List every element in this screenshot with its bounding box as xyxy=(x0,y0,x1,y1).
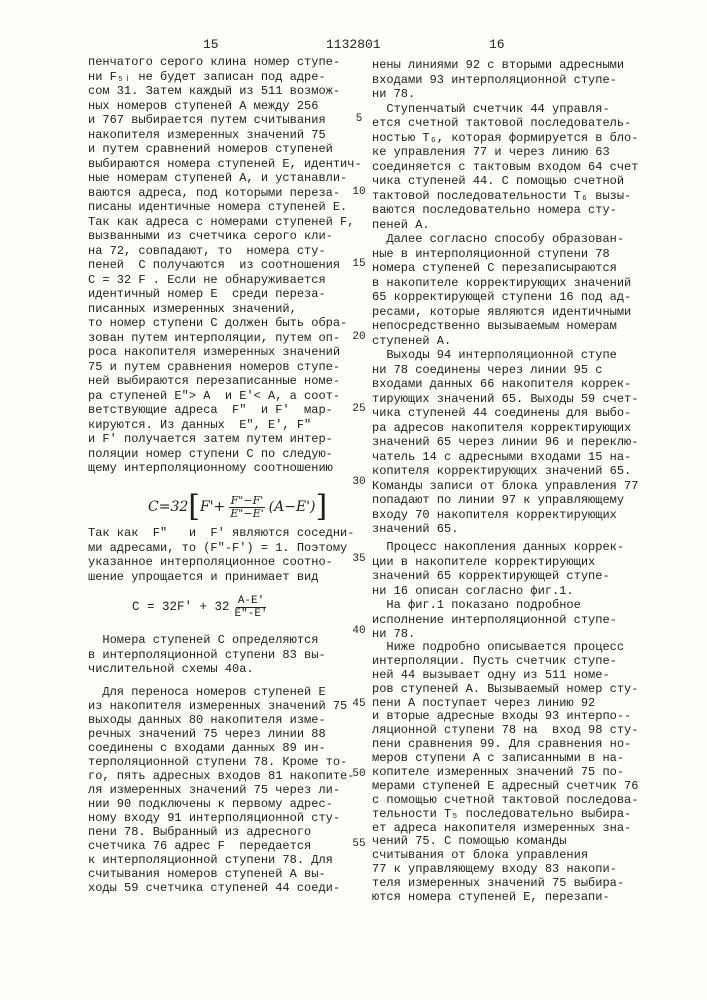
text-line: пени 78. Выбранный из адресного xyxy=(88,825,354,839)
text-line: терполяционной ступени 78. Кроме то- xyxy=(88,755,354,769)
text-line: ке управления 77 и через линию 63 xyxy=(372,145,638,160)
text-line: Далее согласно способу образован- xyxy=(372,232,638,247)
text-line: поляции номер ступени С по следую- xyxy=(88,447,362,462)
text-line: копителе измеренных значений 75 по- xyxy=(372,766,638,780)
text-line: теля измеренных значений 75 выбира- xyxy=(372,877,638,891)
text-line: ет адреса накопителя измеренных зна- xyxy=(372,822,638,836)
formula-fraction xyxy=(233,595,270,620)
text-line: и путем сравнений номеров ступеней xyxy=(88,142,362,157)
text-line: попадают по линии 97 к управляющему xyxy=(372,493,638,508)
text-line: ваются адреса, под которыми переза- xyxy=(88,186,362,201)
text-line: числительной схемы 40а. xyxy=(88,662,326,677)
bracket-open: [ xyxy=(188,492,200,522)
text-line: ные номерам ступеней А, и устанавли- xyxy=(88,171,362,186)
text-line: пени А поступает через линию 92 xyxy=(372,697,638,711)
text-line: нены линиями 92 с вторыми адресными xyxy=(372,58,638,73)
text-line: выбираются номера ступеней Е, идентич- xyxy=(88,157,362,172)
page-number-right: 16 xyxy=(489,37,505,52)
text-line: сом 31. Затем каждый из 511 возмож- xyxy=(88,84,362,99)
text-line: соединены с входами данных 89 ин- xyxy=(88,741,354,755)
formula-fraction xyxy=(228,495,265,520)
text-line: и 767 выбирается путем считывания xyxy=(88,113,362,128)
text-line: Так как адреса с номерами ступеней F, xyxy=(88,215,362,230)
left-text-block-c xyxy=(88,633,326,677)
text-line: зован путем интерполяции, путем оп- xyxy=(88,331,362,346)
left-text-block-a xyxy=(88,55,362,476)
text-line: Для переноса номеров ступеней Е xyxy=(88,685,354,699)
line-number-marker: 10 xyxy=(349,186,369,198)
text-line: ветствующие адреса F" и F' мар- xyxy=(88,403,362,418)
line-number-marker: 55 xyxy=(349,838,369,850)
fraction-denominator: E"−E' xyxy=(228,508,265,520)
text-line: пеней А. xyxy=(372,218,638,233)
text-line: ля измеренных значений 75 через ли- xyxy=(88,783,354,797)
text-line: пеней С получаются из соотношения xyxy=(88,258,362,273)
formula-term: F'+ xyxy=(200,499,225,515)
text-line: пени сравнения 99. Для сравнения но- xyxy=(372,738,638,752)
text-line: в накопителе корректирующих значений xyxy=(372,276,638,291)
text-line: Так как F" и F' являются соседни- xyxy=(88,526,354,541)
text-line: считывания номеров ступеней А вы- xyxy=(88,867,354,881)
text-line: ни 78 соединены через линии 95 с xyxy=(372,363,638,378)
text-line: копителя корректирующих значений 65. xyxy=(372,464,638,479)
text-line: значений 65. xyxy=(372,522,638,537)
text-line: ни F₅ᵢ не будет записан под адре- xyxy=(88,70,362,85)
text-line: ции в накопителе корректирующих xyxy=(372,555,624,570)
text-line: ров ступеней А. Вызываемый номер сту- xyxy=(372,683,638,697)
text-line: Ступенчатый счетчик 44 управля- xyxy=(372,102,638,117)
text-line: ному входу 91 интерполяционной сту- xyxy=(88,811,354,825)
line-number-marker: 50 xyxy=(349,768,369,780)
text-line: исполнение интерполяционной ступе- xyxy=(372,613,624,628)
text-line: к интерполяционной ступени 78. Для xyxy=(88,853,354,867)
text-line: считывания от блока управления xyxy=(372,849,638,863)
text-line: С = 32 F . Если не обнаруживается xyxy=(88,273,362,288)
text-line: тирующих значений 65. Выходы 59 счет- xyxy=(372,392,638,407)
text-line: ные в интерполяционной ступени 78 xyxy=(372,247,638,262)
line-number-marker: 5 xyxy=(349,113,369,125)
text-line: и вторые адресные входы 93 интерпо-- xyxy=(372,710,638,724)
text-line: роса накопителя измеренных значений xyxy=(88,345,362,360)
formula-tail: (A−E') xyxy=(269,499,316,515)
text-line: Ниже подробно описывается процесс xyxy=(372,641,638,655)
right-text-block-b xyxy=(372,540,624,642)
line-number-marker: 25 xyxy=(349,403,369,415)
text-line: ваются последовательно номера сту- xyxy=(372,203,638,218)
line-number-marker: 35 xyxy=(349,553,369,565)
text-line: Процесс накопления данных коррек- xyxy=(372,540,624,555)
text-line: в интерполяционной ступени 83 вы- xyxy=(88,648,326,663)
text-line: Номера ступеней С определяются xyxy=(88,633,326,648)
text-line: ется счетной тактовой последователь- xyxy=(372,116,638,131)
text-line: меров ступени А с записанными в на- xyxy=(372,752,638,766)
text-line: значений 65 корректирующей ступе- xyxy=(372,569,624,584)
text-line: счетчика 76 адрес F передается xyxy=(88,839,354,853)
text-line: входу 70 накопителя корректирующих xyxy=(372,508,638,523)
text-line: ра адресов накопителя корректирующих xyxy=(372,421,638,436)
left-text-block-b xyxy=(88,526,354,584)
text-line: из накопителя измеренных значений 75 xyxy=(88,699,354,713)
bracket-close: ] xyxy=(316,492,328,522)
fraction-numerator: A-E' xyxy=(236,595,266,608)
simplified-formula xyxy=(132,592,273,622)
text-line: ных номеров ступеней А между 256 xyxy=(88,99,362,114)
line-number-marker: 15 xyxy=(349,258,369,270)
text-line: интерполяции. Пусть счетчик ступе- xyxy=(372,655,638,669)
text-line: ней выбираются перезаписанные номе- xyxy=(88,374,362,389)
text-line: накопителя измеренных значений 75 xyxy=(88,128,362,143)
text-line: Команды записи от блока управления 77 xyxy=(372,479,638,494)
text-line: ностью T₆, которая формируется в бло- xyxy=(372,131,638,146)
text-line: входами данных 66 накопителя коррек- xyxy=(372,377,638,392)
text-line: шение упрощается и принимает вид xyxy=(88,570,354,585)
text-line: ются номера ступеней Е, перезапи- xyxy=(372,891,638,905)
fraction-denominator: E"-E' xyxy=(233,608,270,620)
text-line: на 72, совпадают, то номера сту- xyxy=(88,244,362,259)
text-line: ступеней А. xyxy=(372,334,638,349)
text-line: писанных измеренных значений, xyxy=(88,302,362,317)
left-text-block-d xyxy=(88,685,354,895)
line-number-marker: 30 xyxy=(349,476,369,488)
text-line: непосредственно вызываемым номерам xyxy=(372,319,638,334)
text-line: указанное интерполяционное соотно- xyxy=(88,555,354,570)
formula-lhs: C = 32F' + 32 xyxy=(132,600,230,614)
line-number-marker: 45 xyxy=(349,698,369,710)
interpolation-formula xyxy=(148,490,327,524)
text-line: кируются. Из данных E", E', F" xyxy=(88,418,362,433)
text-line: писаны идентичные номера ступеней Е. xyxy=(88,200,362,215)
patent-number: 1132801 xyxy=(326,37,381,52)
text-line: ляционной ступени 78 на вход 98 сту- xyxy=(372,724,638,738)
text-line: чений 75. С помощью команды xyxy=(372,835,638,849)
line-number-marker: 40 xyxy=(349,625,369,637)
right-text-block-c xyxy=(372,641,638,905)
text-line: 65 корректирующей ступени 16 под ад- xyxy=(372,290,638,305)
text-line: чатель 14 с адресными входами 15 на- xyxy=(372,450,638,465)
text-line: Выходы 94 интерполяционной ступе xyxy=(372,348,638,363)
text-line: вызванными из счетчика серого кли- xyxy=(88,229,362,244)
text-line: нии 90 подключены к первому адрес- xyxy=(88,797,354,811)
text-line: 77 к управляющему входу 83 накопи- xyxy=(372,863,638,877)
text-line: значений 65 через линии 96 и переклю- xyxy=(372,435,638,450)
text-line: входами 93 интерполяционной ступе- xyxy=(372,73,638,88)
text-line: го, пять адресных входов 81 накопите- xyxy=(88,769,354,783)
text-line: и F' получается затем путем интер- xyxy=(88,432,362,447)
text-line: ра ступеней E"> A и E'< A, а соот- xyxy=(88,389,362,404)
text-line: ни 78. xyxy=(372,87,638,102)
line-number-marker: 20 xyxy=(349,331,369,343)
text-line: речных значений 75 через линии 88 xyxy=(88,727,354,741)
text-line: то номер ступени С должен быть обра- xyxy=(88,316,362,331)
text-line: ни 78. xyxy=(372,627,624,642)
right-text-block-a xyxy=(372,58,638,537)
text-line: мерами ступеней Е адресный счетчик 76 xyxy=(372,780,638,794)
text-line: чика ступеней 44 соединены для выбо- xyxy=(372,406,638,421)
text-line: тактовой последовательности T₆ вызы- xyxy=(372,189,638,204)
text-line: ресами, которые являются идентичными xyxy=(372,305,638,320)
formula-lhs: C=32 xyxy=(148,499,188,515)
page-number-left: 15 xyxy=(203,37,219,52)
text-line: 75 и путем сравнения номеров ступе- xyxy=(88,360,362,375)
text-line: соединяется с тактовым входом 64 счет xyxy=(372,160,638,175)
text-line: номера ступеней С перезаписыраются xyxy=(372,261,638,276)
text-line: идентичный номер Е среди переза- xyxy=(88,287,362,302)
text-line: ми адресами, то (F"-F') = 1. Поэтому xyxy=(88,541,354,556)
text-line: ни 16 описан согласно фиг.1. xyxy=(372,584,624,599)
text-line: ней 44 вызывает одну из 511 номе- xyxy=(372,669,638,683)
fraction-numerator: F"−F' xyxy=(229,495,266,508)
text-line: На фиг.1 показано подробное xyxy=(372,598,624,613)
text-line: щему интерполяционному соотношению xyxy=(88,461,362,476)
text-line: выходы данных 80 накопителя изме- xyxy=(88,713,354,727)
text-line: тельности T₅ последовательно выбира- xyxy=(372,808,638,822)
text-line: чика ступеней 44. С помощью счетной xyxy=(372,174,638,189)
text-line: пенчатого серого клина номер ступе- xyxy=(88,55,362,70)
text-line: ходы 59 счетчика ступеней 44 соеди- xyxy=(88,881,354,895)
text-line: с помощью счетной тактовой последова- xyxy=(372,794,638,808)
